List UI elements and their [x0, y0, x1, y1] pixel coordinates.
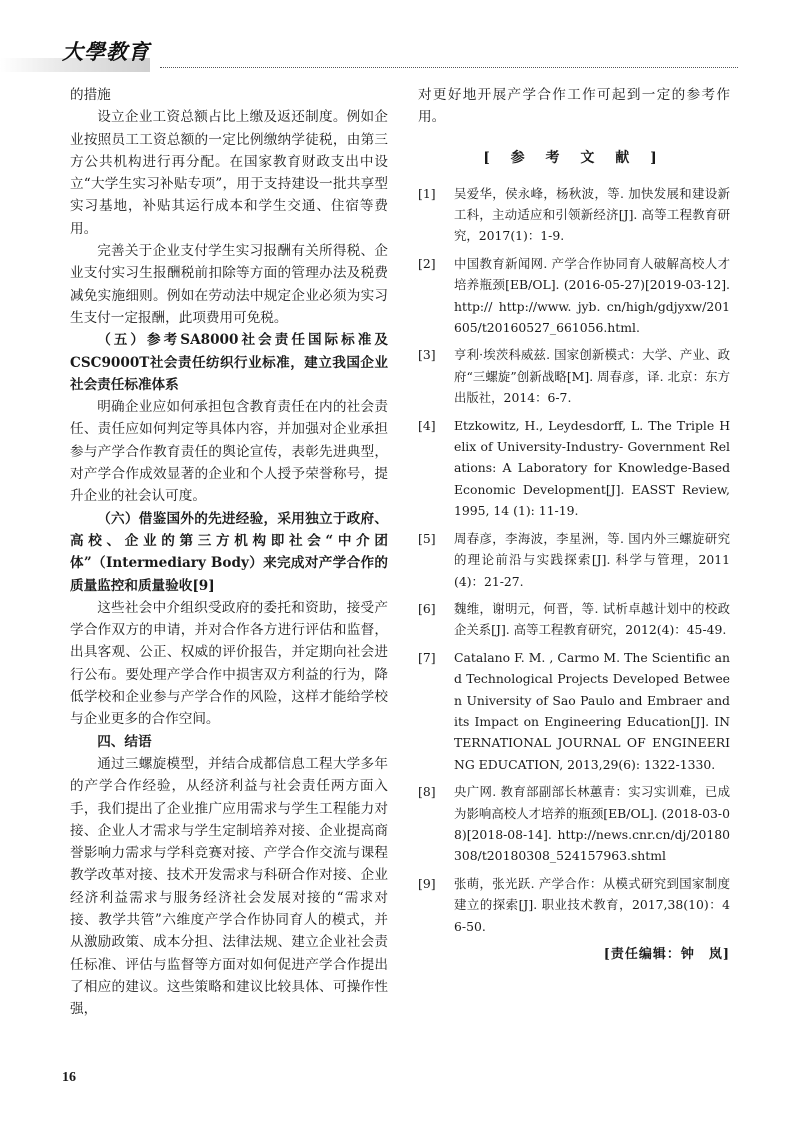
page-number: 16: [62, 1070, 76, 1085]
paragraph: 完善关于企业支付学生实习报酬有关所得税、企业支付实习生报酬税前扣除等方面的管理办法及税费减免实施细则。例如在劳动法中规定企业必须为实习生支付一定报酬，此项费用可免税。: [70, 243, 388, 326]
paragraph: 设立企业工资总额占比上缴及返还制度。例如企业按照员工工资总额的一定比例缴纳学徒税，由第三方公共机构进行再分配。在国家教育财政支出中设立“大学生实习补贴专项”，用于支持建设一批共享型实习基地，补贴其运行成本和学生交通、住宿等费用。: [70, 109, 388, 237]
reference-number: [3]: [418, 347, 436, 363]
reference-item: [418, 528, 730, 592]
reference-text: 吴爱华，侯永峰，杨秋波，等. 加快发展和建设新工科，主动适应和引领新经济[J]. 高等工程教育研究，2017(1)：1-9.: [454, 185, 730, 244]
reference-text: Etzkowitz, H., Leydesdorff, L. The Triple Helix of University-Industry- Government Relations: A Laboratory for Knowledge-Based Economic Development[J]. EASST Review, 1995, 14 (1): 11-19.: [454, 417, 730, 519]
responsible-editor: [责任编辑：钟 岚]: [603, 947, 730, 962]
reference-number: [9]: [418, 875, 436, 891]
reference-number: [4]: [418, 417, 436, 433]
section-heading: （六）借鉴国外的先进经验，采用独立于政府、高校、企业的第三方机构即社会“中介团体”（Intermediary Body）来完成对产学合作的质量监控和质量验收[9]: [70, 510, 388, 594]
references-title: [ 参 考 文 献 ]: [483, 149, 665, 166]
section-title: 四、结语: [97, 733, 152, 750]
reference-item: [418, 344, 730, 408]
header-dotted-rule: [160, 67, 738, 68]
reference-item: [418, 183, 730, 247]
left-column: [70, 84, 388, 1020]
reference-number: [8]: [418, 784, 436, 800]
reference-item: [418, 781, 730, 867]
paragraph: 通过三螺旋模型，并结合成都信息工程大学多年的产学合作经验，从经济利益与社会责任两方面入手，我们提出了企业推广应用需求与学生工程能力对接、企业人才需求与学生定制培养对接、企业提高商誉影响力需求与学科竞赛对接、产学合作交流与课程教学改革对接、技术开发需求与科研合作对接、企业经济利益需求与服务经济社会发展对接的“需求对接、教学共管”六维度产学合作协同育人的模式，并从激励政策、成本分担、法律法规、建立企业社会责任标准、评估与监督等方面对如何促进产学合作提出了相应的建议。这些策略和建议比较具体、可操作性强，: [70, 755, 388, 1018]
reference-text: 中国教育新闻网. 产学合作协同育人破解高校人才培养瓶颈[EB/OL]. (2016-05-27)[2019-03-12]. http:// http://www. jyb. cn/high/gdjyxw/201605/t20160527_661056.html.: [454, 255, 730, 336]
reference-text: 张萌，张光跃. 产学合作：从模式研究到国家制度建立的探索[J]. 职业技术教育，2017,38(10)：46-50.: [454, 875, 730, 934]
reference-text: Catalano F. M. , Carmo M. The Scientific and Technological Projects Developed Between University of Sao Paulo and Embraer and its Impact on Engineering Education[J]. INTERNATIONAL JOURNAL OF ENGINEERING EDUCATION, 2013,29(6): 1322-1330.: [454, 649, 730, 772]
reference-number: [7]: [418, 649, 436, 665]
reference-number: [2]: [418, 255, 436, 271]
paragraph: 明确企业应如何承担包含教育责任在内的社会责任、责任应如何判定等具体内容，并加强对企业承担参与产学合作教育责任的舆论宣传，表彰先进典型，对产学合作成效显著的企业和个人授予荣誉称号，提升企业的社会认可度。: [70, 399, 388, 505]
reference-text: 亨利·埃茨科威兹. 国家创新模式：大学、产业、政府“三螺旋”创新战略[M]. 周春彦，译. 北京：东方出版社，2014：6-7.: [454, 347, 730, 406]
reference-text: 魏维，谢明元，何晋，等. 试析卓越计划中的校政企关系[J]. 高等工程教育研究，2012(4)：45-49.: [454, 600, 730, 638]
right-column: [418, 84, 730, 962]
reference-text: 央广网. 教育部副部长林蕙青：实习实训难，已成为影响高校人才培养的瓶颈[EB/OL]. (2018-03-08)[2018-08-14]. http://news.cnr.cn/dj/20180308/t20180308_524157963.shtml: [454, 784, 730, 864]
reference-list: [418, 183, 730, 937]
reference-item: [418, 647, 730, 775]
reference-number: [1]: [418, 185, 436, 201]
reference-number: [5]: [418, 530, 436, 546]
paragraph: 这些社会中介组织受政府的委托和资助，接受产学合作双方的申请，并对合作各方进行评估和监督，出具客观、公正、权威的评价报告，并定期向社会进行公布。要处理产学合作中损害双方利益的行为，降低学校和企业参与产学合作的风险，这样才能给学校与企业更多的合作空间。: [70, 599, 388, 728]
reference-item: [418, 253, 730, 339]
reference-item: [418, 873, 730, 937]
reference-item: [418, 415, 730, 522]
journal-logo: 大學教育: [62, 39, 150, 64]
paragraph-fragment: 的措施: [70, 87, 111, 103]
reference-number: [6]: [418, 600, 436, 616]
reference-item: [418, 598, 730, 641]
paragraph-continuation: 对更好地开展产学合作工作可起到一定的参考作用。: [418, 87, 730, 126]
reference-text: 周春彦，李海波，李星洲，等. 国内外三螺旋研究的理论前沿与实践探索[J]. 科学与管理，2011(4)：21-27.: [454, 530, 730, 589]
section-heading: （五）参考SA8000社会责任国际标准及CSC9000T社会责任纺织行业标准，建立我国企业社会责任标准体系: [70, 332, 388, 393]
